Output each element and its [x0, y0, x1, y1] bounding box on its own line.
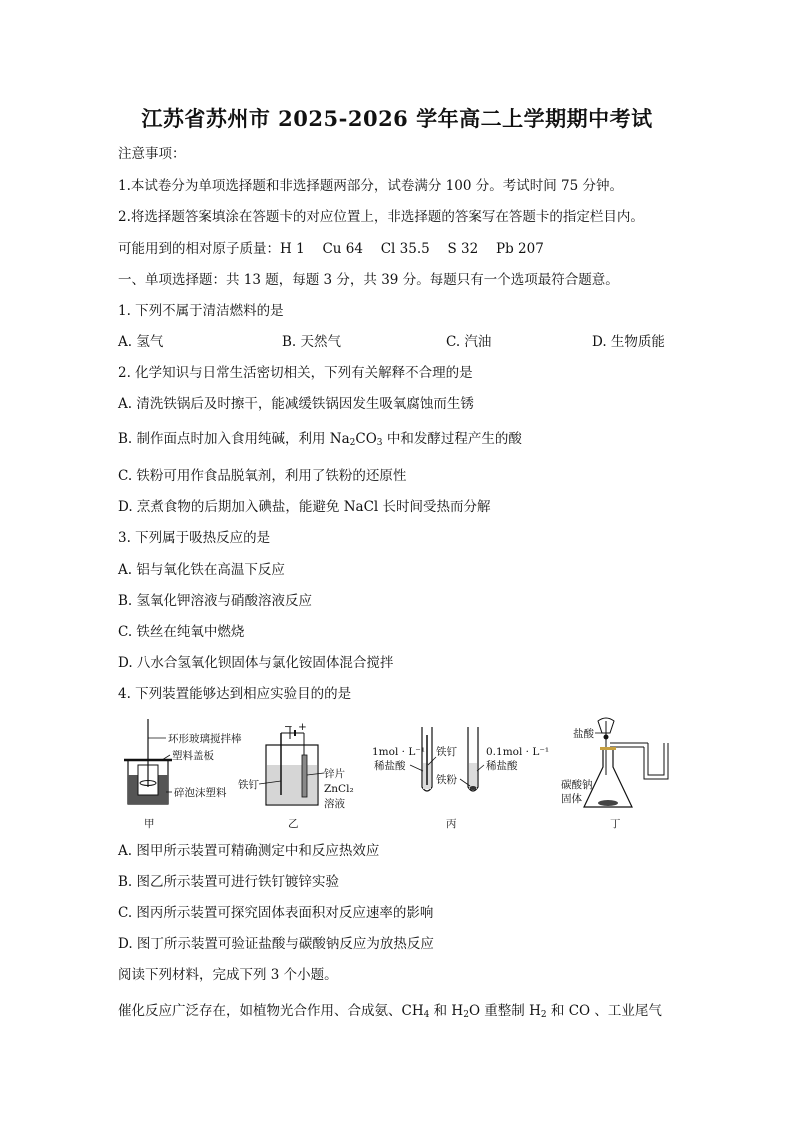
- q4-stem: 4. 下列装置能够达到相应实验目的的是: [118, 686, 352, 702]
- notice-item-1: 1.本试卷分为单项选择题和非选择题两部分，试卷满分 100 分。考试时间 75 分钟。: [118, 178, 623, 194]
- ding-label-solid-2: 固体: [561, 793, 582, 805]
- q4-apparatus-figure: [118, 715, 678, 833]
- passage-text-4: 和 CO 、工业尾气: [546, 1003, 662, 1019]
- q2-option-a: A. 清洗铁锅后及时擦干，能减缓铁锅因发生吸氧腐蚀而生锈: [118, 396, 474, 412]
- passage-ch: CH: [401, 1003, 424, 1019]
- bing-label-conc-right: 0.1mol · L⁻¹: [486, 746, 550, 758]
- bing-iron-powder: [470, 786, 477, 790]
- passage-text-2: 和 H: [429, 1003, 464, 1019]
- yi-label-solution: 溶液: [324, 798, 345, 810]
- ding-label-acid: 盐酸: [573, 728, 594, 740]
- bing-label-acid-left: 稀盐酸: [374, 760, 406, 772]
- q1-option-d: D. 生物质能: [592, 334, 665, 350]
- caption-jia: 甲: [144, 818, 155, 830]
- jia-label-lid: 塑料盖板: [172, 750, 214, 762]
- q1-option-c: C. 汽油: [446, 334, 492, 350]
- q3-option-d: D. 八水合氢氧化钡固体与氯化铵固体混合搅拌: [118, 655, 394, 671]
- q2-b-text-3: 中和发酵过程产生的酸: [382, 431, 522, 447]
- ding-u-tube: [648, 743, 664, 775]
- caption-yi: 乙: [288, 818, 299, 830]
- apparatus-yi: [238, 721, 354, 810]
- yi-plus-sign: +: [298, 721, 307, 733]
- ding-conical-flask: [584, 749, 632, 807]
- yi-solution: [267, 765, 317, 804]
- passage-text-1: 催化反应广泛存在，如植物光合作用、合成氨、: [118, 1003, 402, 1019]
- q2-option-b: [118, 430, 522, 452]
- bing-label-powder: 铁粉: [436, 774, 457, 786]
- ding-stopcock: [604, 735, 609, 740]
- q4-option-a: A. 图甲所示装置可精确测定中和反应热效应: [118, 843, 380, 859]
- notice-heading: 注意事项：: [118, 146, 186, 162]
- yi-zinc-plate: [302, 755, 307, 797]
- reading-passage: [118, 1002, 662, 1024]
- passage-text-3: O 重整制 H: [468, 1003, 541, 1019]
- q1-stem: 1. 下列不属于清洁燃料的是: [118, 303, 284, 319]
- bing-label-nail: 铁钉: [436, 746, 457, 758]
- jia-label-stirrer: 环形玻璃搅拌棒: [168, 733, 242, 745]
- yi-label-zncl2: ZnCl₂: [324, 783, 354, 795]
- q2-b-text-2: CO: [355, 431, 377, 447]
- q4-option-d: D. 图丁所示装置可验证盐酸与碳酸钠反应为放热反应: [118, 936, 434, 952]
- yi-label-zinc: 锌片: [324, 768, 345, 780]
- q2-b-sub-2: 3: [376, 438, 383, 448]
- yi-minus-sign: −: [284, 721, 293, 733]
- apparatus-ding: [561, 718, 668, 807]
- passage-h2o-sub: 2: [463, 1010, 469, 1020]
- atomic-masses: 可能用到的相对原子质量：H 1 Cu 64 Cl 35.5 S 32 Pb 207: [118, 241, 544, 257]
- bing-label-conc-left: 1mol · L⁻¹: [372, 746, 426, 758]
- q2-option-c: C. 铁粉可用作食品脱氧剂，利用了铁粉的还原性: [118, 468, 407, 484]
- q2-b-sub-1: 2: [349, 438, 356, 448]
- caption-bing: 丙: [446, 818, 457, 830]
- q4-option-c: C. 图丙所示装置可探究固体表面积对反应速率的影响: [118, 905, 434, 921]
- q2-option-d: D. 烹煮食物的后期加入碘盐，能避免 NaCl 长时间受热而分解: [118, 499, 491, 515]
- page-title: 江苏省苏州市 2025-2026 学年高二上学期期中考试: [141, 106, 653, 131]
- q3-option-a: A. 铝与氧化铁在高温下反应: [118, 562, 285, 578]
- ding-label-solid-1: 碳酸钠: [561, 779, 593, 791]
- apparatus-jia: [124, 719, 242, 804]
- q3-option-b: B. 氢氧化钾溶液与硝酸溶液反应: [118, 593, 313, 609]
- apparatus-bing: [372, 727, 549, 791]
- q4-option-b: B. 图乙所示装置可进行铁钉镀锌实验: [118, 874, 340, 890]
- passage-h2-sub: 2: [540, 1010, 547, 1020]
- q3-stem: 3. 下列属于吸热反应的是: [118, 530, 271, 546]
- passage-ch-sub: 4: [423, 1010, 430, 1020]
- reading-instruction: 阅读下列材料，完成下列 3 个小题。: [118, 967, 338, 983]
- ding-sodium-carbonate: [598, 800, 618, 806]
- q2-b-text-1: B. 制作面点时加入食用纯碱，利用 Na: [118, 431, 350, 447]
- bing-label-acid-right: 稀盐酸: [486, 760, 518, 772]
- yi-label-nail: 铁钉: [238, 779, 259, 791]
- caption-ding: 丁: [610, 818, 621, 830]
- q2-stem: 2. 化学知识与日常生活密切相关，下列有关解释不合理的是: [118, 365, 473, 381]
- q3-option-c: C. 铁丝在纯氧中燃烧: [118, 624, 245, 640]
- ding-stopper: [600, 747, 616, 750]
- q1-option-a: A. 氢气: [118, 334, 164, 350]
- jia-label-foam: 碎泡沫塑料: [174, 787, 227, 799]
- notice-item-2: 2.将选择题答案填涂在答题卡的对应位置上，非选择题的答案写在答题卡的指定栏目内。: [118, 209, 644, 225]
- section-1-heading: 一、单项选择题：共 13 题，每题 3 分，共 39 分。每题只有一个选项最符合题意。: [118, 272, 619, 288]
- bing-acid-right: [469, 763, 477, 789]
- q1-option-b: B. 天然气: [282, 334, 342, 350]
